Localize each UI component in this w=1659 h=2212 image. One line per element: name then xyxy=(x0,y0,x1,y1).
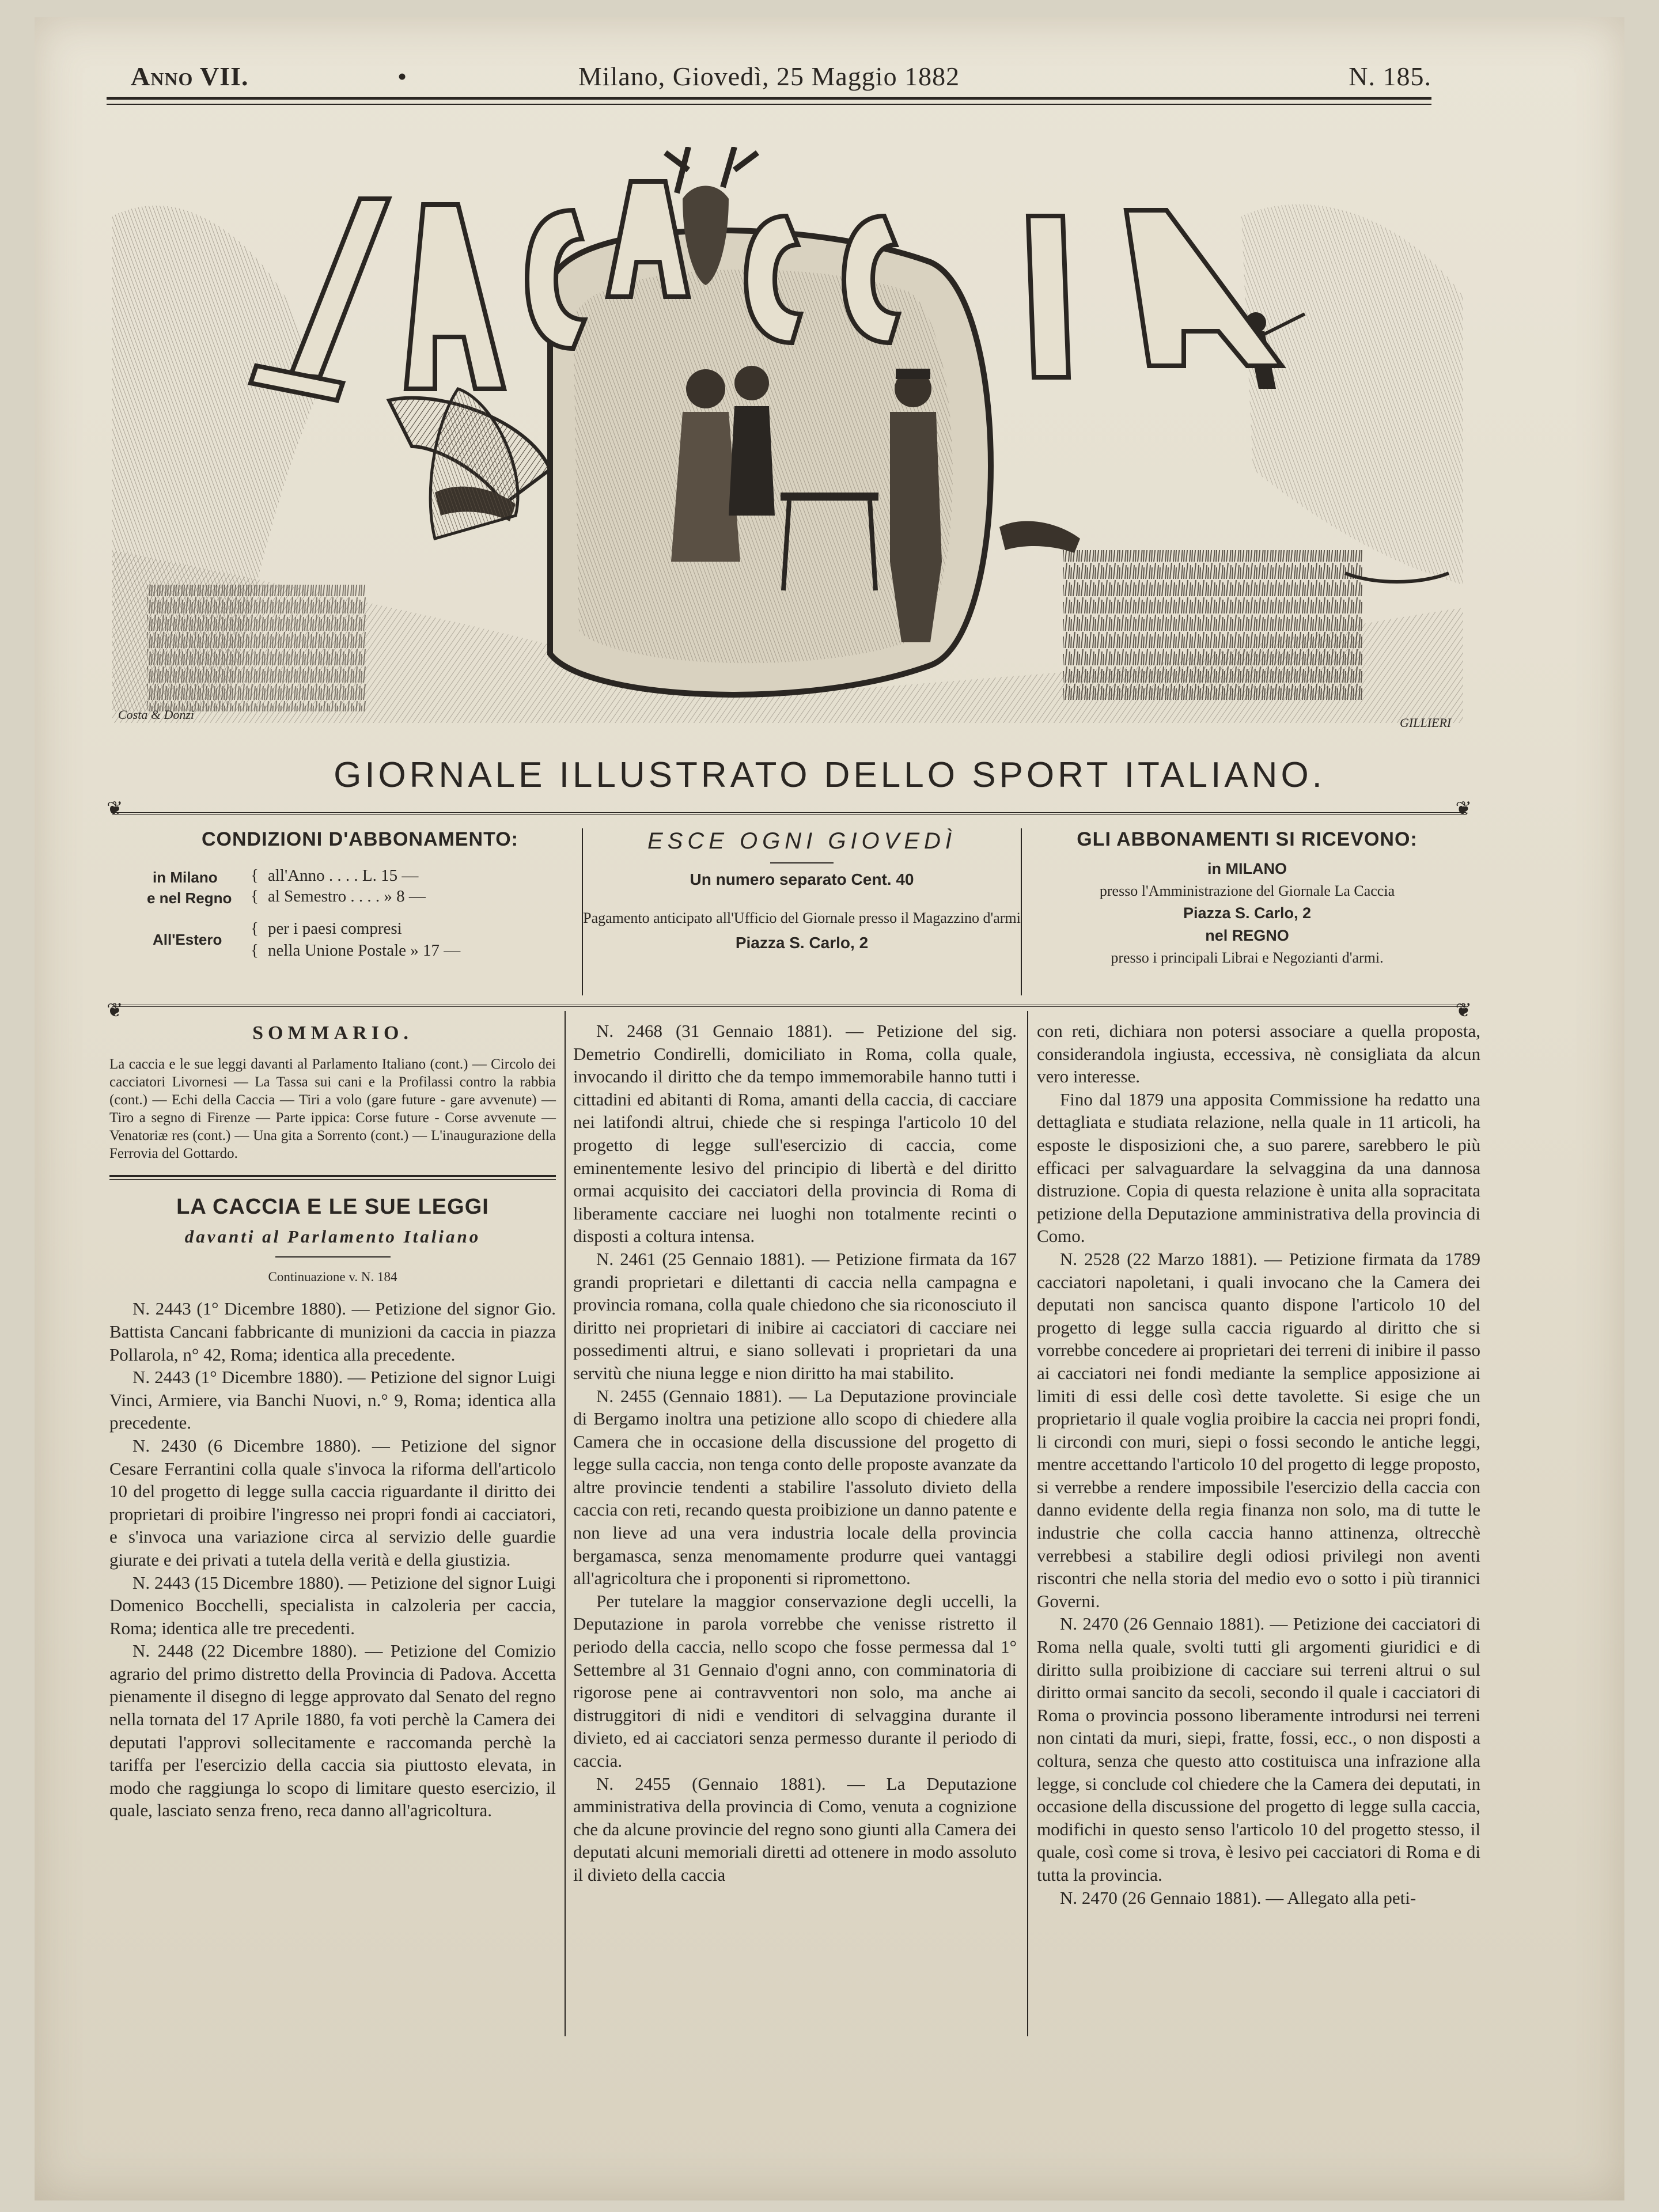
column-3 xyxy=(1037,1020,1480,1909)
paragraph: Fino dal 1879 una apposita Commissione ha redatto una dettagliata e studiata relazione, nella quale in 11 articoli, ha esposte le disposizioni che, a suo parere, sarebbero le più efficaci per salvaguardare la selvaggina da una dannosa distruzione. Copia di questa relazione è unita alla sopracitata petizione della Deputazione amministrativa della provincia di Como. xyxy=(1037,1089,1480,1247)
engraver-credit-right: GILLIERI xyxy=(1400,715,1452,730)
admin-address: Piazza S. Carlo, 2 xyxy=(1183,904,1312,922)
column-1 xyxy=(109,1020,556,1822)
article-title: LA CACCIA E LE SUE LEGGI xyxy=(176,1194,489,1219)
engraver-credit-left: Costa & Donzi xyxy=(118,707,195,722)
price-year: all'Anno . . . . L. 15 — xyxy=(268,866,419,885)
price-semester: al Semestro . . . . » 8 — xyxy=(268,887,426,906)
masthead-subtitle: GIORNALE ILLUSTRATO DELLO SPORT ITALIANO. xyxy=(334,755,1325,795)
payment-address: Piazza S. Carlo, 2 xyxy=(735,934,869,952)
estero-line-1: per i paesi compresi xyxy=(268,919,402,938)
ornament-bottom-right: ❦ xyxy=(1455,1000,1472,1021)
received-title: GLI ABBONAMENTI SI RICEVONO: xyxy=(1077,828,1418,850)
ornament-top-left: ❦ xyxy=(107,798,123,820)
subscription-offices xyxy=(1028,828,1466,995)
continuation-note: Continuazione v. N. 184 xyxy=(268,1269,397,1284)
milano-label: in Milano xyxy=(153,869,218,886)
paragraph: N. 2461 (25 Gennaio 1881). — Petizione firmata da 167 grandi proprietari e dilettanti di caccia nella campagna e provincia romana, colla quale chiedono che sia riconosciuto il diritto nei proprietari di inibire ai cacciatori di cacciare nei possedimenti altrui, e siano sollevati i proprietari da una servitù che niuna legge e nion diritto ha mai stabilito. xyxy=(573,1248,1017,1383)
paragraph: N. 2430 (6 Dicembre 1880). — Petizione del signor Cesare Ferrantini colla quale s'invoca la riforma dell'articolo 10 del progetto di legge sulla caccia riguardante il diritto dei proprietari di proibire l'ingresso nei propri fondi ai cacciatori, e s'invoca una variazione circa al servizio delle guardie giurate e dei privati a tutela della verità e della giustizia. xyxy=(109,1435,556,1570)
issue-header xyxy=(107,56,1431,108)
header-rule-thin xyxy=(107,104,1431,105)
column-2 xyxy=(573,1020,1017,1887)
brace-3: { xyxy=(251,919,259,938)
paragraph: N. 2448 (22 Dicembre 1880). — Petizione del Comizio agrario del primo distretto della Provincia di Padova. Accetta pienamente il disegno di legge approvato dal Senato del regno nella tornata del 17 Aprile 1880, fa voti perchè la Camera dei deputati l'approvi sollecitamente e raccomanda perchè la tariffa per l'esercizio della caccia sia piuttosto elevata, in modo che raggiunga lo scopo di limitare questo esercizio, il quale, lasciato senza freno, reca danno all'agricoltura. xyxy=(109,1641,556,1821)
article-subtitle: davanti al Parlamento Italiano xyxy=(184,1226,481,1247)
single-copy-price: Un numero separato Cent. 40 xyxy=(690,870,914,888)
paragraph: N. 2470 (26 Gennaio 1881). — Petizione dei cacciatori di Roma nella quale, svolti tutti gli argomenti giuridici e di diritto sulla proibizione di cacciare sui terreni altrui o sul diritto ormai sancito da secoli, secondo il quale i cacciatori di Roma o provincia possono liberamente introdursi nei terreni non cintati da muri, siepi, fratte, fossi, ecc., o non disposti a coltura, senza che questo atto costituisca una infrazione alla legge, si conclude col chiedere che la Camera dei deputati, in occasione della discussione del progetto di legge sulla caccia, modifichi in questo senso l'articolo 10 del progetto stesso, il quale, così come si trova, è lesivo pei cacciatori di Roma e di tutta la provincia. xyxy=(1037,1613,1480,1885)
paragraph: N. 2455 (Gennaio 1881). — La Deputazione amministrativa della provincia di Como, venuta a cognizione che da alcune provincie del regno sono giunti alla Camera dei deputati alcuni memoriali diretti ad ottenere in modo assoluto il divieto della caccia xyxy=(573,1773,1017,1885)
header-rule xyxy=(107,97,1431,100)
weekly-title: ESCE OGNI GIOVEDÌ xyxy=(647,828,957,854)
paragraph: N. 2470 (26 Gennaio 1881). — Allegato alla peti- xyxy=(1060,1887,1416,1908)
regno-label: e nel Regno xyxy=(147,889,232,907)
header-dot: • xyxy=(397,62,408,91)
nel-regno: nel REGNO xyxy=(1205,927,1289,944)
regno-line: presso i principali Librai e Negozianti d'armi. xyxy=(1111,949,1384,966)
in-milano: in MILANO xyxy=(1207,860,1287,877)
brace-4: { xyxy=(251,941,259,960)
subscription-box xyxy=(107,798,1472,1021)
article-rule xyxy=(275,1256,391,1257)
issue-year: Anno VII. xyxy=(131,62,249,91)
estero-label: All'Estero xyxy=(153,931,222,948)
paragraph: con reti, dichiara non potersi associare a quella proposta, considerandola ingiusta, eccessiva, nè consigliata da alcun vero interesse. xyxy=(1037,1021,1480,1087)
admin-line: presso l'Amministrazione del Giornale La Caccia xyxy=(1099,882,1395,899)
paragraph: N. 2443 (1° Dicembre 1880). — Petizione del signor Luigi Vinci, Armiere, via Banchi Nuovi, n.° 9, Roma; identica alla precedente. xyxy=(109,1367,556,1433)
weekly-rule xyxy=(770,862,834,863)
column-rule-2 xyxy=(1027,1011,1028,2036)
weekly-info xyxy=(582,828,1022,995)
masthead-illustration xyxy=(112,147,1463,734)
brace-1: { xyxy=(251,866,259,885)
subscription-conditions xyxy=(147,828,567,995)
issue-date: Milano, Giovedì, 25 Maggio 1882 xyxy=(578,62,960,91)
column-rule-1 xyxy=(565,1011,566,2036)
paragraph: N. 2528 (22 Marzo 1881). — Petizione firmata da 1789 cacciatori napoletani, i quali invocano che la Camera dei deputati non sancisca quanto dispone l'articolo 10 del progetto di legge sulla caccia riguardo al diritto che si vorrebbe concedere ai proprietari dei terreni di inibire il passo ai cacciatori nei fondi mediante la semplice apposizione ai limiti di essi delle così dette tavolette. Si esige che un proprietario il quale voglia proibire la caccia nei propri fondi, li circondi con muri, siepi o fossi secondo le antiche leggi, mentre accettando l'articolo 10 del progetto di legge proposto, si verrebbe a rendere impossibile l'esercizio della caccia con danno evidente della regia finanza non solo, ma di tutte le industrie che colla caccia hanno attinenza, oltrecchè verrebbesi a stabilire degli odiosi privilegi non aventi riscontri che nella storia del medio evo o sotto i più tirannici Governi. xyxy=(1037,1248,1480,1611)
paragraph: N. 2443 (1° Dicembre 1880). — Petizione del signor Gio. Battista Cancani fabbricante di munizioni da caccia in piazza Pollarola, n° 42, Roma; identica alla precedente. xyxy=(109,1298,556,1365)
brace-2: { xyxy=(251,887,259,906)
conditions-title: CONDIZIONI D'ABBONAMENTO: xyxy=(202,828,518,850)
ornament-top-right: ❦ xyxy=(1455,798,1472,820)
paragraph: N. 2443 (15 Dicembre 1880). — Petizione del signor Luigi Domenico Bocchelli, specialista in calzoleria per caccia, Roma; identica alle tre precedenti. xyxy=(109,1572,556,1638)
ornament-bottom-left: ❦ xyxy=(107,1000,123,1021)
paragraph: N. 2455 (Gennaio 1881). — La Deputazione provinciale di Bergamo inoltra una petizione allo scopo di chiedere alla Camera che in occasione della discussione del progetto di legge sulla caccia, non tenga conto delle proposte avanzate da altre provincie tendenti a stabilire l'assoluto divieto della caccia con reti, recando questa proibizione un danno patente e non lieve ad una vera industria locale della provincia bergamasca, senza menomamente produrre quei vantaggi all'agricoltura che i proponenti si ripromettono. xyxy=(573,1385,1017,1589)
paragraph: Per tutelare la maggior conservazione degli uccelli, la Deputazione in parola vorrebbe che venisse ristretto il periodo della caccia, nello scopo che fosse permessa dal 1° Settembre al 31 Gennaio d'ogni anno, con comminatoria di rigorose pene ai contravventori non solo, ma anche ai distruggitori di nidi e venditori di selvaggina durante il divieto, ed ai cacciatori senza permesso durante il periodo di caccia. xyxy=(573,1590,1017,1771)
sommario-title: SOMMARIO. xyxy=(252,1022,413,1044)
sommario-rule xyxy=(109,1175,556,1180)
issue-number: N. 185. xyxy=(1349,62,1431,91)
paragraph: N. 2468 (31 Gennaio 1881). — Petizione del sig. Demetrio Condirelli, domiciliato in Roma, colla quale, invocando il diritto che da tempo immemorabile hanno tutti i cittadini ed abitanti di Roma, amanti della caccia, di cacciare nei latifondi altrui, chiede che si respinga l'articolo 10 del progetto di legge sull'esercizio di caccia, come eminentemente lesivo del principio di libertà e del diritto ormai acquisito dei cacciatori della provincia di Roma di liberamente cacciare nei luoghi non totalmente recinti o disposti a coltura intensa. xyxy=(573,1021,1017,1247)
estero-line-2: nella Unione Postale » 17 — xyxy=(268,941,461,960)
payment-note: Pagamento anticipato all'Ufficio del Giornale presso il Magazzino d'armi xyxy=(583,910,1021,926)
sommario-text: La caccia e le sue leggi davanti al Parlamento Italiano (cont.) — Circolo dei cacciatori Livornesi — La Tassa sui cani e la Profilassi contro la rabbia (cont.) — Echi della Caccia — Tiri a volo (gare future - gare avvenute) — Tiro a segno di Firenze — Parte ippica: Corse future - Corse avvenute — Venatoriæ res (cont.) — Una gita a Sorrento (cont.) — L'inaugurazione della Ferrovia del Gottardo. xyxy=(109,1056,556,1161)
